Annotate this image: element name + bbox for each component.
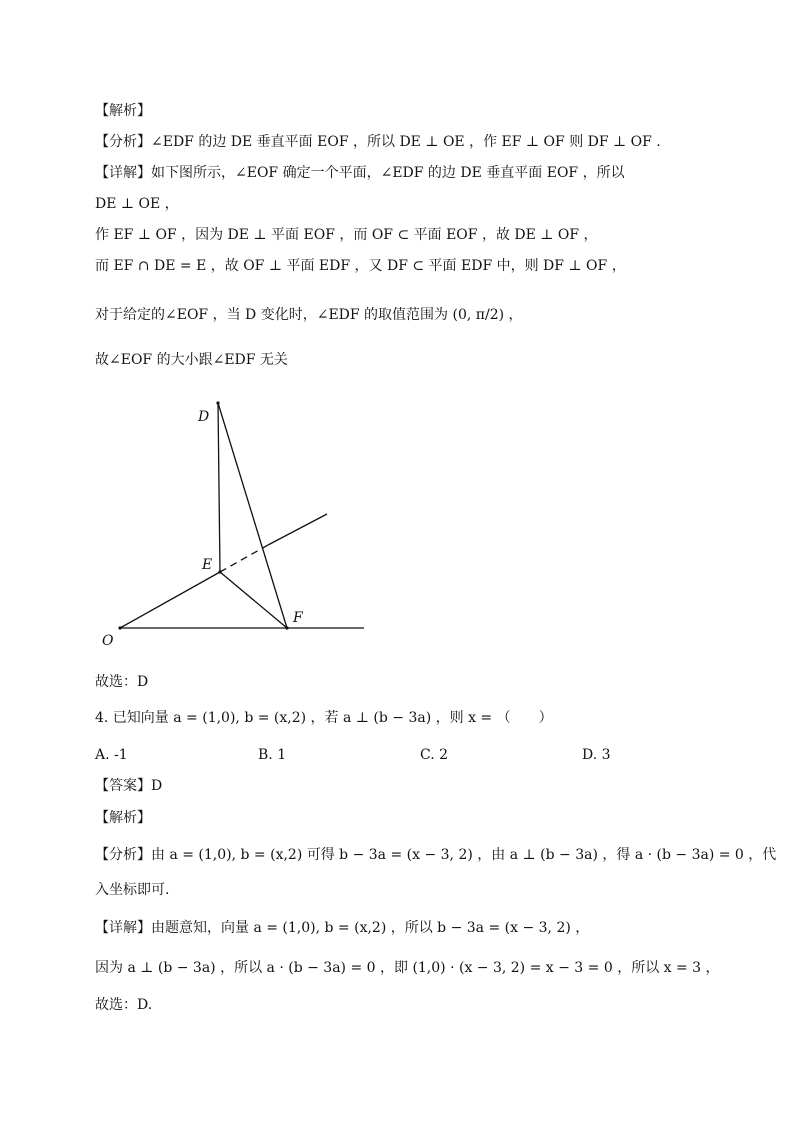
detail-2-line-2: 因为 a ⊥ (b − 3a) ，所以 a · (b − 3a) = 0 ，即 (1,0) · (x − 3, 2) = x − 3 = 0 ，所以 x = 3 ， bbox=[95, 960, 720, 976]
label-e: E bbox=[202, 557, 213, 573]
choice-d-2: 故选：D. bbox=[95, 997, 153, 1013]
choice-d-1: 故选：D bbox=[95, 674, 149, 690]
label-o: O bbox=[102, 633, 114, 649]
point-d bbox=[216, 401, 219, 404]
detail-line-4: 而 EF ∩ DE = E ，故 OF ⊥ 平面 EDF ，又 DF ⊂ 平面 EDF 中，则 DF ⊥ OF ， bbox=[95, 258, 626, 274]
question-4: 4. 已知向量 a = (1,0), b = (x,2) ，若 a ⊥ (b − 3a) ，则 x = （ ） bbox=[95, 710, 553, 726]
analysis-heading: 【解析】 bbox=[95, 103, 151, 119]
point-e bbox=[218, 570, 221, 573]
analysis-brief: 【分析】∠EDF 的边 DE 垂直平面 EOF ，所以 DE ⊥ OE ，作 EF ⊥ OF 则 DF ⊥ OF . bbox=[95, 134, 661, 150]
segment-de bbox=[218, 403, 220, 572]
analysis-brief-2-cont: 入坐标即可. bbox=[95, 882, 170, 898]
detail-line-2: DE ⊥ OE ， bbox=[95, 196, 179, 212]
option-b: B. 1 bbox=[258, 747, 287, 763]
option-d: D. 3 bbox=[582, 747, 611, 763]
detail-line-1: 【详解】如下图所示，∠EOF 确定一个平面，∠EDF 的边 DE 垂直平面 EOF ，所以 bbox=[95, 165, 625, 181]
segment-ef bbox=[220, 572, 287, 628]
option-c: C. 2 bbox=[420, 747, 449, 763]
answer-line: 【答案】D bbox=[95, 778, 163, 794]
segment-ray-solid bbox=[268, 514, 327, 545]
detail-line-3: 作 EF ⊥ OF ，因为 DE ⊥ 平面 EOF ，而 OF ⊂ 平面 EOF ，故 DE ⊥ OF ， bbox=[95, 227, 598, 243]
label-f: F bbox=[293, 610, 303, 626]
segment-df bbox=[218, 403, 287, 628]
point-o bbox=[118, 626, 121, 629]
label-d: D bbox=[198, 409, 210, 425]
analysis-brief-2: 【分析】由 a = (1,0), b = (x,2) 可得 b − 3a = (x − 3, 2) ，由 a ⊥ (b − 3a) ，得 a · (b − 3a) = 0 ，代 bbox=[95, 847, 777, 863]
detail-line-5: 对于给定的∠EOF ，当 D 变化时，∠EDF 的取值范围为 (0, π/2) ， bbox=[95, 307, 523, 323]
segment-oe bbox=[120, 572, 220, 628]
point-f bbox=[285, 626, 288, 629]
detail-conclusion: 故∠EOF 的大小跟∠EDF 无关 bbox=[95, 352, 288, 368]
option-a: A. -1 bbox=[95, 747, 128, 763]
analysis-heading-2: 【解析】 bbox=[95, 810, 151, 826]
segment-ray-dashed bbox=[220, 545, 268, 572]
detail-2-line-1: 【详解】由题意知，向量 a = (1,0), b = (x,2) ，所以 b − 3a = (x − 3, 2) ， bbox=[95, 920, 590, 936]
